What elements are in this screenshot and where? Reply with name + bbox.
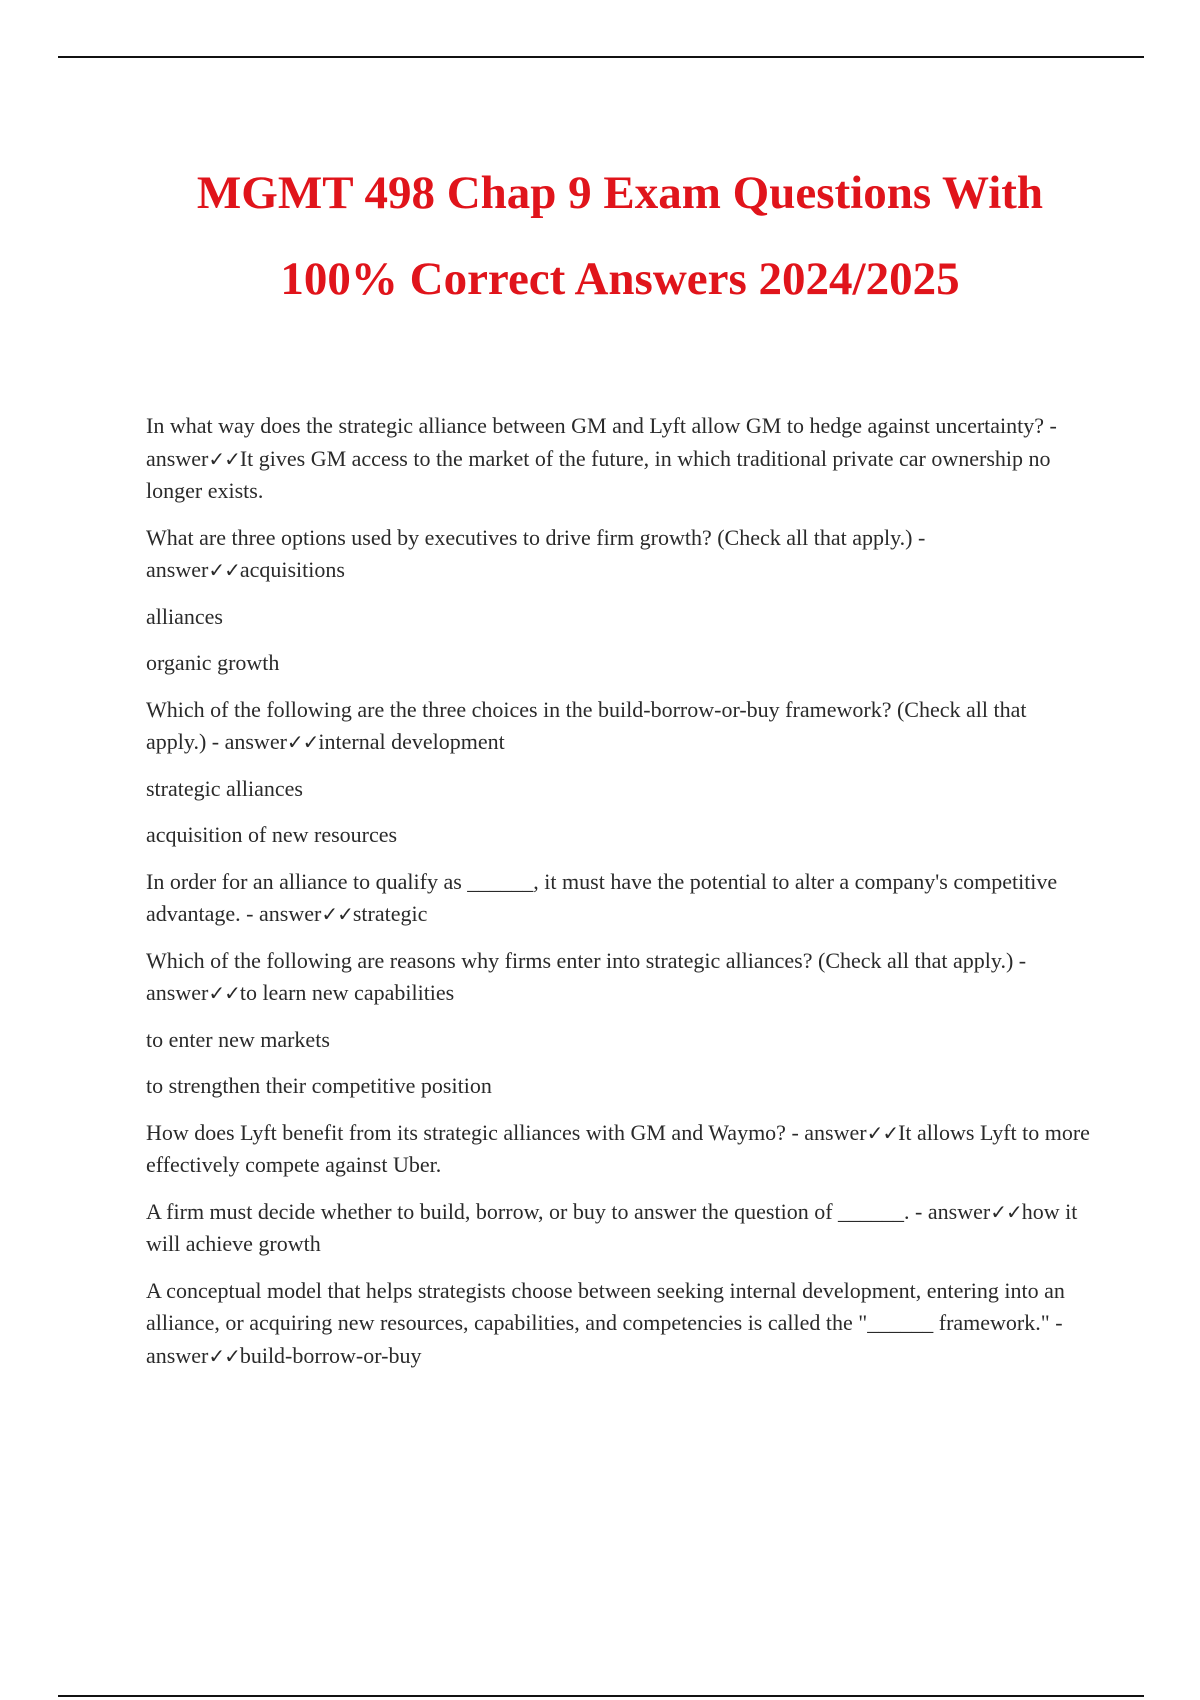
check-mark-icon: ✓✓ — [208, 558, 240, 582]
question-text: A conceptual model that helps strategists choose between seeking internal development, entering into an alliance, or acquiring new resources, capabilities, and competencies is called the "______ framework." - answer — [146, 1277, 1065, 1368]
question-text: A firm must decide whether to build, borrow, or buy to answer the question of ______. - answer — [146, 1198, 991, 1224]
question-text: Which of the following are the three choices in the build-borrow-or-buy framework? (Check all that apply.) - answer — [146, 696, 1027, 754]
qa-paragraph — [146, 866, 1090, 931]
title-line-2: 100% Correct Answers 2024/2025 — [280, 253, 960, 305]
answer-text: strategic — [352, 901, 428, 926]
top-rule — [58, 56, 1144, 58]
question-text: What are three options used by executives to drive firm growth? (Check all that apply.) - answer — [146, 524, 926, 582]
answer-line: strategic alliances — [146, 775, 303, 801]
question-text: In what way does the strategic alliance between GM and Lyft allow GM to hedge against uncertainty? - answer — [146, 413, 1057, 471]
qa-paragraph — [146, 694, 1090, 759]
check-mark-icon: ✓✓ — [321, 902, 353, 926]
question-text: In order for an alliance to qualify as ______, it must have the potential to alter a company's competitive advantage. - answer — [146, 868, 1058, 926]
check-mark-icon: ✓✓ — [208, 981, 240, 1005]
answer-text: how it will achieve growth — [146, 1198, 1078, 1256]
qa-paragraph — [146, 945, 1090, 1010]
check-mark-icon: ✓✓ — [866, 1120, 899, 1145]
answer-text: It allows Lyft to more effectively compete against Uber. — [146, 1119, 1090, 1177]
answer-line: alliances — [146, 603, 223, 629]
document-title — [0, 150, 1200, 322]
answer-text: acquisitions — [239, 557, 345, 582]
qa-paragraph — [146, 1196, 1090, 1261]
check-mark-icon: ✓✓ — [286, 730, 319, 754]
title-line-1: MGMT 498 Chap 9 Exam Questions With — [196, 167, 1044, 219]
qa-content — [146, 410, 1090, 1386]
answer-line: organic growth — [146, 650, 280, 675]
answer-text: It gives GM access to the market of the future, in which traditional private car ownership no longer exists. — [146, 445, 1051, 503]
answer-line: acquisition of new resources — [146, 822, 398, 847]
check-mark-icon: ✓✓ — [208, 1343, 240, 1368]
qa-paragraph — [146, 522, 1090, 587]
answer-text: internal development — [318, 729, 505, 754]
answer-text: to learn new capabilities — [239, 980, 455, 1005]
question-text: How does Lyft benefit from its strategic alliances with GM and Waymo? - answer — [146, 1119, 867, 1145]
qa-paragraph — [146, 1275, 1090, 1373]
answer-text: build-borrow-or-buy — [239, 1342, 422, 1368]
qa-paragraph — [146, 1117, 1090, 1182]
answer-line: to strengthen their competitive position — [146, 1073, 492, 1098]
check-mark-icon: ✓✓ — [990, 1199, 1022, 1224]
check-mark-icon: ✓✓ — [208, 446, 240, 471]
bottom-rule — [58, 1695, 1144, 1697]
question-text: Which of the following are reasons why firms enter into strategic alliances? (Check all that apply.) - answer — [146, 947, 1027, 1005]
answer-line: to enter new markets — [146, 1026, 330, 1052]
qa-paragraph — [146, 410, 1090, 508]
